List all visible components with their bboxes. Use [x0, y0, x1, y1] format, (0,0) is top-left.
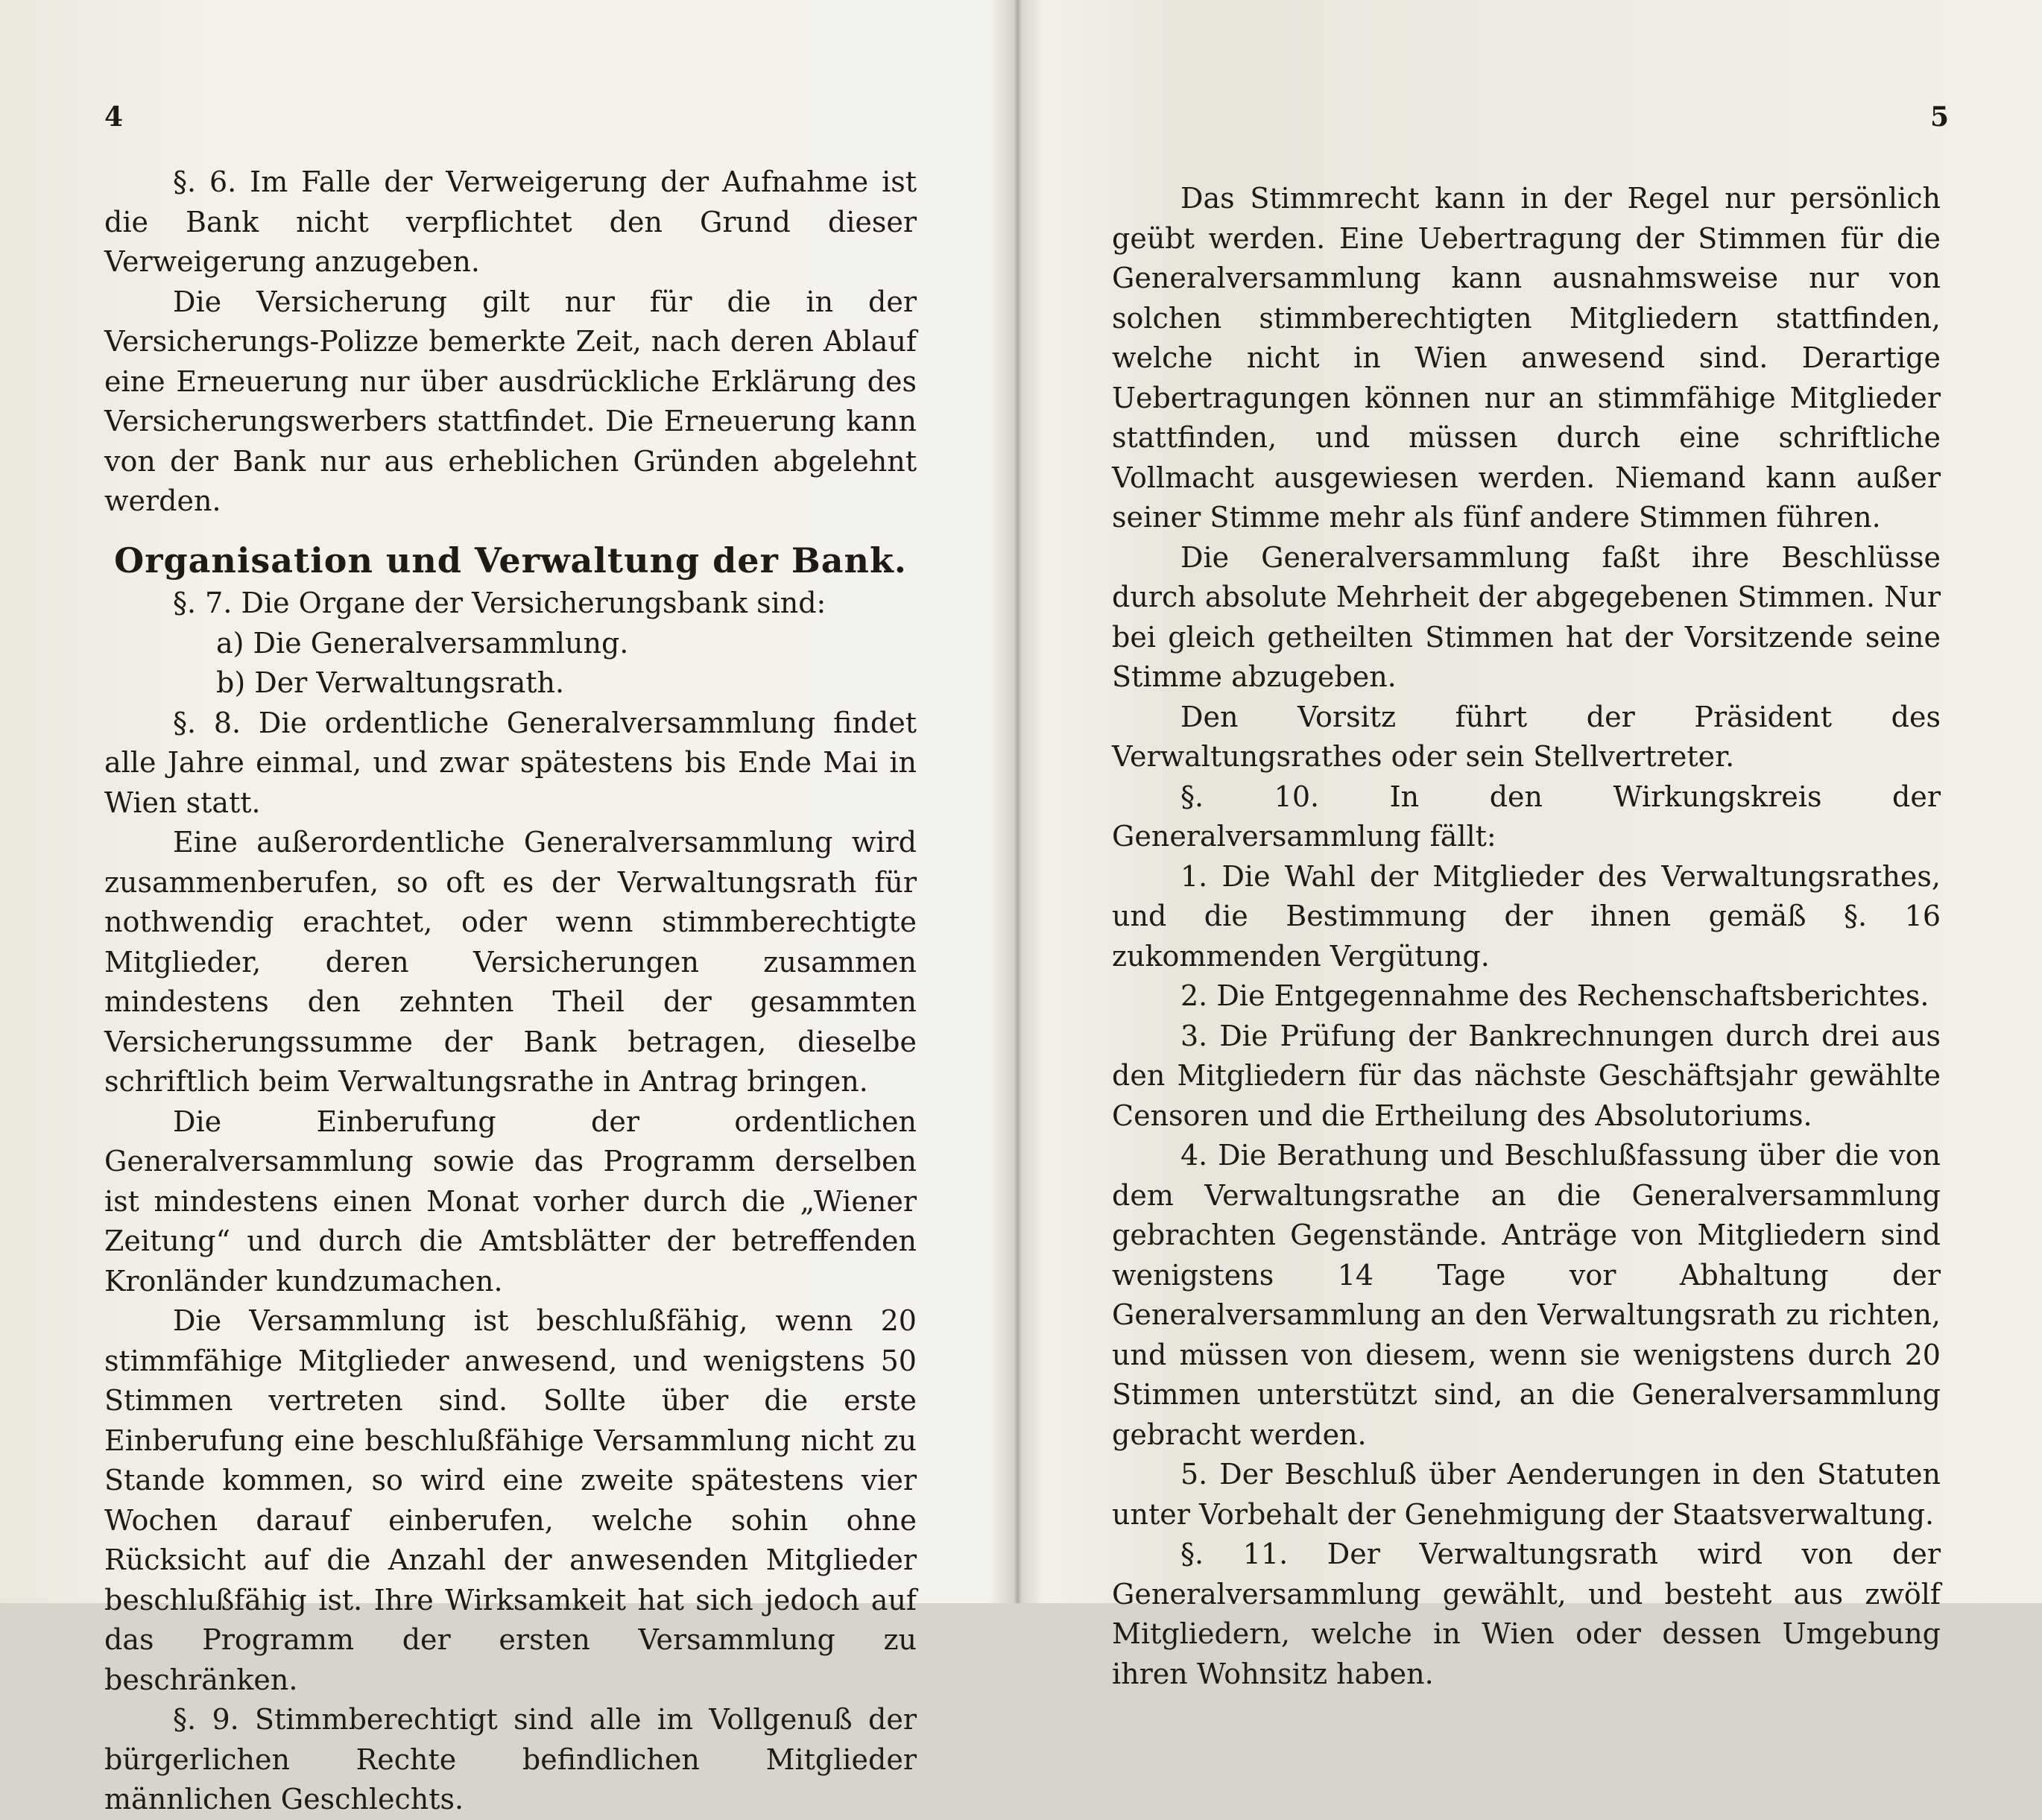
right-page-text — [1112, 179, 1941, 1694]
paragraph: Die Versicherung gilt nur für die in der Versicherungs-Polizze bemerkte Zeit, nach deren Ablauf eine Erneuerung nur über ausdrückliche Erklärung des Versicherungswerbers stattfindet. Die Erneuerung kann von der Bank nur aus erheblichen Gründen abgelehnt werden. — [104, 285, 917, 517]
right-page — [1036, 0, 2042, 1690]
paragraph: Die Einberufung der ordentlichen Generalversammlung sowie das Programm derselben ist mindestens einen Monat vorher durch die „Wiener Zeitung“ und durch die Amtsblätter der betreffenden Kronländer kundzumachen. — [104, 1105, 917, 1298]
list-item: 3. Die Prüfung der Bankrechnungen durch drei aus den Mitgliedern für das nächste Geschäftsjahr gewählte Censoren und die Ertheilung des Absolutoriums. — [1112, 1019, 1941, 1132]
list-item: 1. Die Wahl der Mitglieder des Verwaltungsrathes, und die Bestimmung der ihnen gemäß §. 16 zukommenden Vergütung. — [1112, 859, 1941, 973]
paragraph: §. 6. Im Falle der Verweigerung der Aufnahme ist die Bank nicht verpflichtet den Grund dieser Verweigerung anzugeben. — [104, 165, 917, 278]
paragraph: Eine außerordentliche Generalversammlung wird zusammenberufen, so oft es der Verwaltungsrath für nothwendig erachtet, oder wenn stimmberechtigte Mitglieder, deren Versicherungen zusammen mindestens den zehnten Theil der gesammten Versicherungssumme der Bank betragen, dieselbe schriftlich beim Verwaltungsrathe in Antrag bringen. — [104, 826, 917, 1098]
paragraph: Die Versammlung ist beschlußfähig, wenn 20 stimmfähige Mitglieder anwesend, und wenigstens 50 Stimmen vertreten sind. Sollte über die erste Einberufung eine beschlußfähige Versammlung nicht zu Stande kommen, so wird eine zweite spätestens vier Wochen darauf einberufen, welche sohin ohne Rücksicht auf die Anzahl der anwesenden Mitglieder beschlußfähig ist. Ihre Wirksamkeit hat sich jedoch auf das Programm der ersten Versammlung zu beschränken. — [104, 1304, 917, 1696]
left-page — [0, 0, 999, 1816]
page-number: 5 — [1930, 101, 1950, 133]
paragraph: §. 8. Die ordentliche Generalversammlung findet alle Jahre einmal, und zwar spätestens bis Ende Mai in Wien statt. — [104, 706, 917, 819]
paragraph: §. 11. Der Verwaltungsrath wird von der Generalversammlung gewählt, und besteht aus zwölf Mitgliedern, welche in Wien oder dessen Umgebung ihren Wohnsitz haben. — [1112, 1538, 1941, 1690]
paragraph: §. 10. In den Wirkungskreis der Generalversammlung fällt: — [1112, 780, 1941, 853]
list-item: a) Die Generalversammlung. — [216, 626, 629, 660]
list-item: 2. Die Entgegennahme des Rechenschaftsberichtes. — [1180, 979, 1929, 1012]
page-number: 4 — [104, 101, 124, 133]
paragraph: §. 9. Stimmberechtigt sind alle im Vollgenuß der bürgerlichen Rechte befindlichen Mitglieder männlichen Geschlechts. — [104, 1703, 917, 1816]
section-heading: Organisation und Verwaltung der Bank. — [114, 540, 907, 581]
list-item: 4. Die Berathung und Beschlußfassung über die von dem Verwaltungsrathe an die Generalversammlung gebrachten Gegenstände. Anträge von Mitgliedern sind wenigstens 14 Tage vor Abhaltung der Generalversammlung an den Verwaltungsrath zu richten, und müssen von diesem, wenn sie wenigstens durch 20 Stimmen unterstützt sind, an die Generalversammlung gebracht werden. — [1112, 1139, 1941, 1451]
paragraph: Den Vorsitz führt der Präsident des Verwaltungsrathes oder sein Stellvertreter. — [1112, 700, 1941, 773]
list-item: 5. Der Beschluß über Aenderungen in den Statuten unter Vorbehalt der Genehmigung der Staatsverwaltung. — [1112, 1458, 1941, 1531]
paragraph: Das Stimmrecht kann in der Regel nur persönlich geübt werden. Eine Uebertragung der Stimmen für die Generalversammlung kann ausnahmsweise nur von solchen stimmberechtigten Mitgliedern stattfinden, welche nicht in Wien anwesend sind. Derartige Uebertragungen können nur an stimmfähige Mitglieder stattfinden, und müssen durch eine schriftliche Vollmacht ausgewiesen werden. Niemand kann außer seiner Stimme mehr als fünf andere Stimmen führen. — [1112, 182, 1941, 534]
paragraph: §. 7. Die Organe der Versicherungsbank sind: — [173, 587, 826, 619]
left-page-text — [104, 162, 917, 1820]
list-item: b) Der Verwaltungsrath. — [216, 666, 565, 699]
paragraph: Die Generalversammlung faßt ihre Beschlüsse durch absolute Mehrheit der abgegebenen Stimmen. Nur bei gleich getheilten Stimmen hat der Vorsitzende seine Stimme abzugeben. — [1112, 540, 1941, 693]
